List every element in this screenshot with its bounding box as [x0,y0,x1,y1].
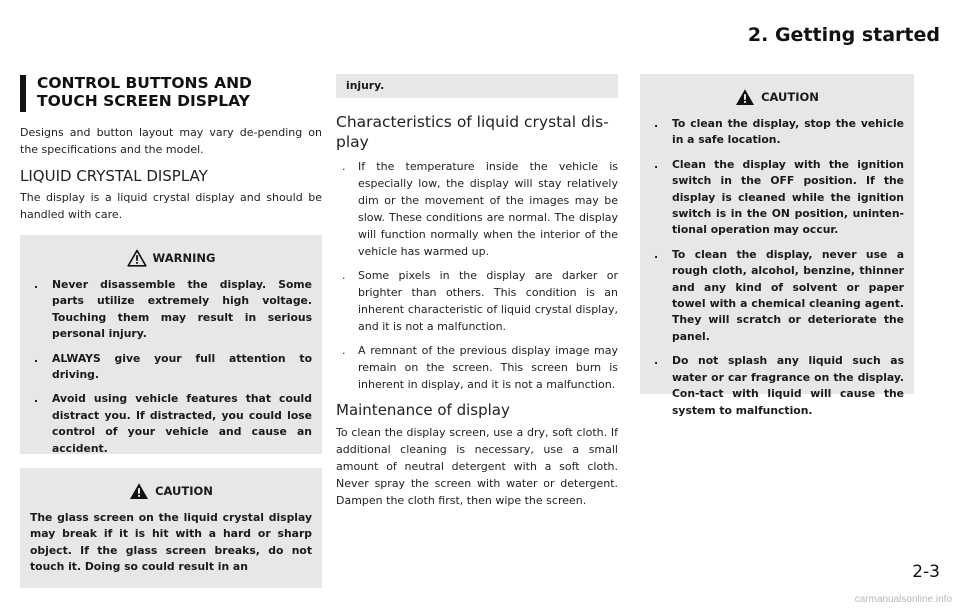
caution-label-2: CAUTION [761,90,819,104]
lcd-heading: LIQUID CRYSTAL DISPLAY [20,167,208,185]
page-header-title: 2. Getting started [747,24,940,46]
list-item: . Do not splash any liquid such as water or car fragrance on the display. Con-tact with liquid will cause the system to malfunction. [654,354,904,417]
section-heading [20,74,322,110]
caution-list [650,116,904,419]
caution-header-2 [650,88,904,106]
lcd-paragraph: The display is a liquid crystal display and should be handled with care. [20,191,322,221]
caution-triangle-icon [735,88,755,106]
caution-continued-box [336,74,618,98]
list-item: . If the temperature inside the vehicle is especially low, the display will stay relatively dim or the movement of the images may be slow. These conditions are normal. The display will function normally when the interior of the vehicle has warmed up. [342,160,618,258]
list-item: . Avoid using vehicle features that could distract you. If distracted, you could lose control of your vehicle and cause an accident. [34,392,312,455]
maintenance-paragraph: To clean the display screen, use a dry, soft cloth. If additional cleaning is necessary, use a small amount of neutral detergent with a soft cloth. Never spray the screen with water or detergent. Dampen the cloth first, then wipe the screen. [336,426,618,507]
list-item: . A remnant of the previous display image may remain on the screen. This screen burn is inherent in display, and it is not a malfunction. [342,344,618,391]
caution-triangle-icon [129,482,149,500]
warning-triangle-icon [127,249,147,267]
characteristics-list [336,158,618,393]
caution-text: The glass screen on the liquid crystal display may break if it is hit with a hard or sharp object. If the glass screen breaks, do not touch it. Doing so could result in an [30,511,312,574]
maintenance-heading: Maintenance of display [336,401,510,419]
list-item: . Clean the display with the ignition switch in the OFF position. If the display is cleaned while the ignition switch is in the ON position, uninten-tional operation may occur. [654,157,904,237]
warning-box [20,235,322,454]
section-heading-line-1: CONTROL BUTTONS AND [37,74,252,92]
section-heading-line-2: TOUCH SCREEN DISPLAY [37,92,250,110]
caution-box [20,468,322,588]
warning-label: WARNING [152,251,216,265]
list-item: . Never disassemble the display. Some parts utilize extremely high voltage. Touching them may result in serious personal injury. [34,278,312,341]
warning-header [30,249,312,267]
heading-bar [20,75,26,112]
column-3 [640,74,914,417]
page-number: 2-3 [912,562,940,582]
list-item: . To clean the display, never use a rough cloth, alcohol, benzine, thinner and any kind of solvent or paper towel with a chemical cleaning agent. They will scratch or deteriorate the panel. [654,247,904,343]
caution-label: CAUTION [155,484,213,498]
caution-continued-text: injury. [346,79,385,92]
warning-list [30,277,312,457]
list-item: . ALWAYS give your full attention to driving. [34,351,312,382]
caution-box-2 [640,74,914,417]
characteristics-heading: Characteristics of liquid crystal dis-play [336,113,609,151]
list-item: . Some pixels in the display are darker or brighter than others. This condition is an inherent characteristic of liquid crystal display, and it is not a malfunction. [342,269,618,333]
intro-paragraph: Designs and button layout may vary de-pending on the specifications and the model. [20,126,322,156]
caution-header [30,482,312,500]
column-2 [336,74,618,509]
watermark: carmanualsonline.info [854,594,952,605]
column-1 [20,74,322,588]
list-item: . To clean the display, stop the vehicle in a safe location. [654,117,904,147]
